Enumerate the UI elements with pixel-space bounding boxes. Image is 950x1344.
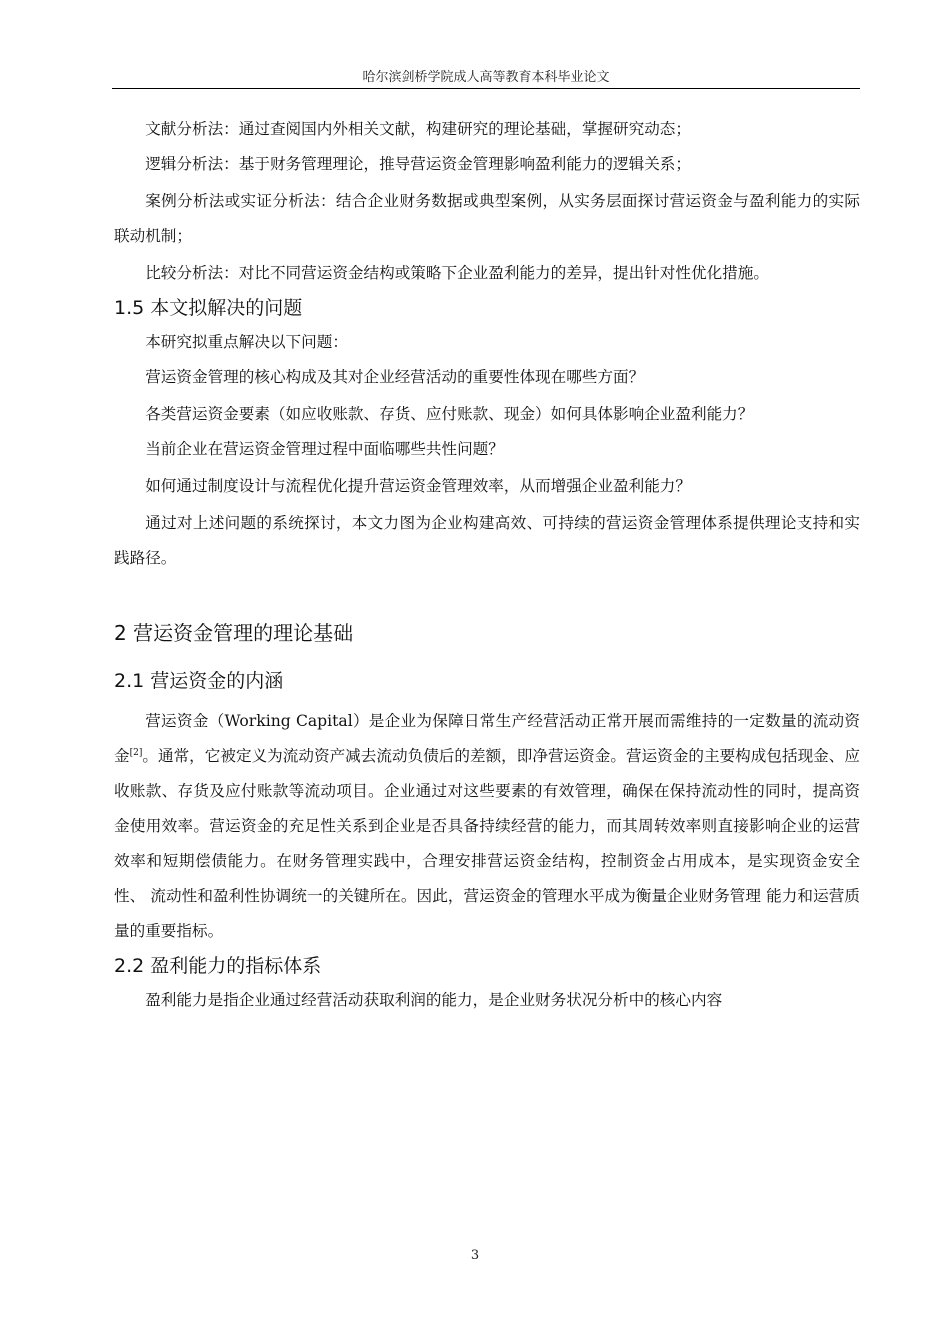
page-body: [114, 112, 860, 1018]
section-heading-2-2: 2.2 盈利能力的指标体系: [114, 955, 322, 977]
question-item: 当前企业在营运资金管理过程中面临哪些共性问题？: [145, 440, 504, 458]
section-1-5-intro: 本研究拟重点解决以下问题：: [145, 333, 348, 351]
section-2-2-paragraph: 盈利能力是指企业通过经营活动获取利润的能力，是企业财务状况分析中的核心内容: [145, 991, 723, 1009]
question-item: 营运资金管理的核心构成及其对企业经营活动的重要性体现在哪些方面？: [145, 368, 645, 386]
paragraph-text: 营运资金（Working Capital）是企业为保障日常生产经营活动正常开展而需维持的一定数量的流动资金: [114, 712, 860, 765]
chapter-heading-2: 2 营运资金管理的理论基础: [114, 621, 354, 645]
page-number: 3: [470, 1248, 480, 1263]
section-heading-1-5: 1.5 本文拟解决的问题: [114, 297, 303, 319]
question-item: 如何通过制度设计与流程优化提升营运资金管理效率，从而增强企业盈利能力？: [145, 477, 691, 495]
section-2-1-paragraph: [114, 704, 860, 949]
method-literature: 文献分析法：通过查阅国内外相关文献，构建研究的理论基础，掌握研究动态；: [145, 120, 691, 138]
method-comparison: 比较分析法：对比不同营运资金结构或策略下企业盈利能力的差异，提出针对性优化措施。: [145, 264, 769, 282]
header-divider: [112, 88, 860, 89]
section-1-5-conclusion: 通过对上述问题的系统探讨，本文力图为企业构建高效、可持续的营运资金管理体系提供理论支持和实践路径。: [114, 514, 860, 567]
method-case-study: 案例分析法或实证分析法：结合企业财务数据或典型案例，从实务层面探讨营运资金与盈利能力的实际联动机制；: [114, 192, 860, 245]
page-header: 哈尔滨剑桥学院成人高等教育本科毕业论文: [362, 70, 610, 85]
question-item: 各类营运资金要素（如应收账款、存货、应付账款、现金）如何具体影响企业盈利能力？: [145, 405, 754, 423]
method-logic: 逻辑分析法：基于财务管理理论，推导营运资金管理影响盈利能力的逻辑关系；: [145, 155, 691, 173]
section-heading-2-1: 2.1 营运资金的内涵: [114, 670, 284, 692]
citation-ref: [2]: [129, 748, 143, 758]
paragraph-text: 。通常，它被定义为流动资产减去流动负债后的差额，即净营运资金。营运资金的主要构成包括现金、应收账款、存货及应付账款等流动项目。企业通过对这些要素的有效管理，确保在保持流动性的同时，提高资金使用效率。营运资金的充足性关系到企业是否具备持续经营的能力，而其周转效率则直接影响企业的运营效率和短期偿债能力。在财务管理实践中，合理安排营运资金结构，控制资金占用成本，是实现资金安全性、 流动性和盈利性协调统一的关键所在。因此，营运资金的管理水平成为衡量企业财务管理 能力和运营质量的重要指标。: [114, 747, 860, 940]
